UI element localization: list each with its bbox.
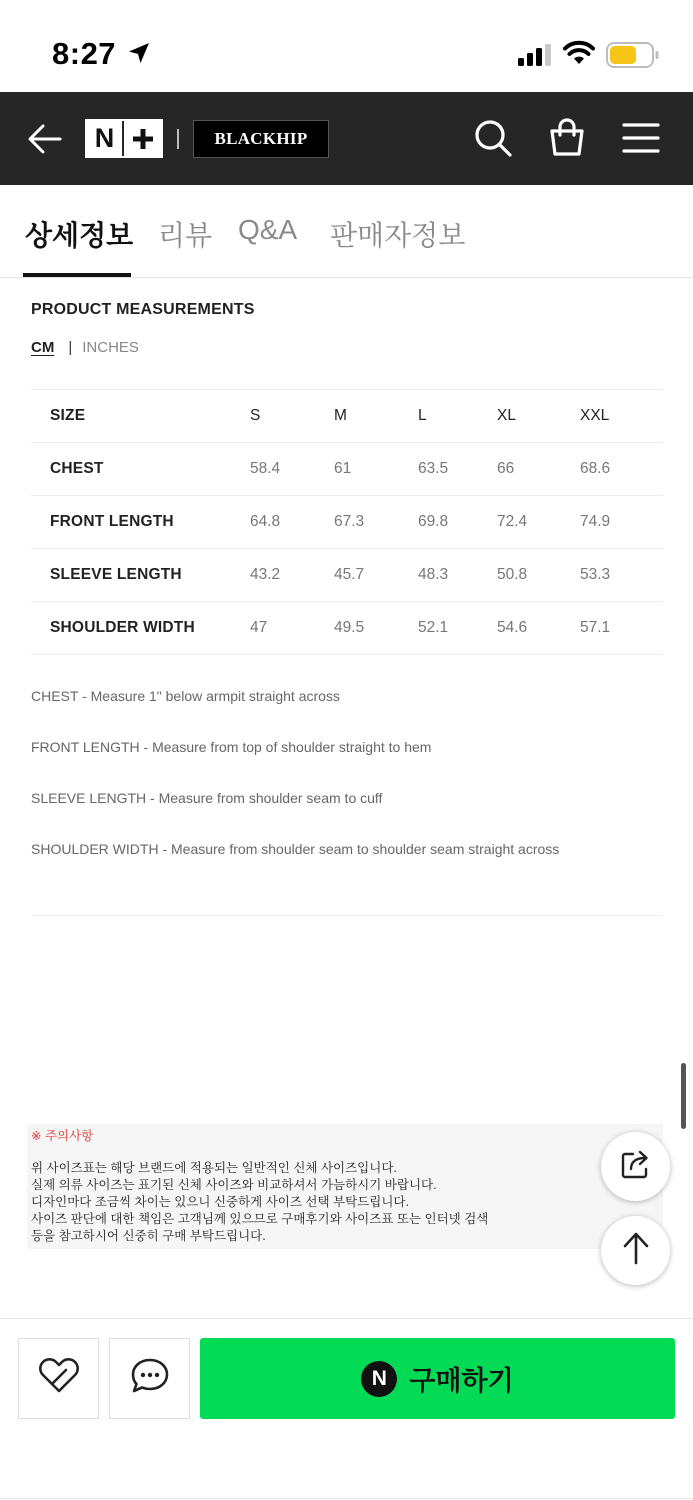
table-row [31,496,663,549]
table-header-cell: S [250,407,261,424]
table-row [31,602,663,655]
unit-separator: | [68,339,73,356]
scrollbar[interactable] [681,1063,686,1129]
share-button[interactable] [601,1132,670,1201]
table-cell: 58.4 [250,460,281,477]
table-header-cell: XL [497,407,516,424]
caution-line: 디자인마다 조금씩 차이는 있으니 신중하게 사이즈 선택 부탁드립니다. [31,1195,409,1209]
section-divider [31,915,663,916]
scroll-to-top-button[interactable] [601,1216,670,1285]
bottom-action-bar [0,1318,693,1500]
measurement-note: SHOULDER WIDTH - Measure from shoulder seam to shoulder seam straight across [31,841,560,857]
table-cell: 72.4 [497,513,528,530]
back-arrow-icon[interactable] [26,120,64,158]
table-cell: 69.8 [418,513,449,530]
measurement-note: FRONT LENGTH - Measure from top of shoulder straight to hem [31,739,432,755]
tab-details[interactable]: 상세정보 [25,220,134,251]
like-button[interactable] [18,1338,99,1419]
table-cell: 53.3 [580,566,611,583]
table-cell: 49.5 [334,619,365,636]
row-label: SHOULDER WIDTH [50,619,195,636]
table-cell: 68.6 [580,460,611,477]
table-header-row [31,390,663,443]
measurements-title: PRODUCT MEASUREMENTS [31,301,255,318]
detail-tabs [0,185,693,278]
table-row [31,443,663,496]
row-label: SLEEVE LENGTH [50,566,182,583]
caution-line: 위 사이즈표는 해당 브랜드에 적용되는 일반적인 신체 사이즈입니다. [31,1161,397,1175]
search-icon[interactable] [473,118,513,163]
table-cell: 64.8 [250,513,281,530]
signal-icon [518,44,552,71]
brand-name-badge[interactable]: BLACKHIP [193,120,329,158]
table-cell: 57.1 [580,619,611,636]
heart-icon [37,1356,81,1401]
location-arrow-icon [127,41,151,70]
status-bar [0,0,693,92]
shopping-bag-icon[interactable] [546,116,588,163]
logo-letter: N [87,121,124,156]
wifi-icon [563,40,595,71]
active-tab-indicator [23,273,131,277]
buy-button-label: 구매하기 [409,1366,514,1396]
top-navigation-bar [0,92,693,185]
table-header-cell: XXL [580,407,610,424]
table-cell: 67.3 [334,513,365,530]
table-cell: 61 [334,460,352,477]
table-cell: 54.6 [497,619,528,636]
table-cell: 48.3 [418,566,449,583]
table-row [31,549,663,602]
measurement-note: SLEEVE LENGTH - Measure from shoulder seam to cuff [31,790,383,806]
size-chart-table [31,389,663,655]
battery-icon [606,42,660,73]
table-cell: 74.9 [580,513,611,530]
arrow-up-icon [621,1231,651,1270]
caution-line: 사이즈 판단에 대한 책임은 고객님께 있으므로 구매후기와 사이즈표 또는 인터넷 검색 [31,1212,489,1226]
table-cell: 52.1 [418,619,449,636]
tab-seller-info[interactable]: 판매자정보 [330,220,466,251]
table-cell: 45.7 [334,566,365,583]
caution-line: 실제 의류 사이즈는 표기된 신체 사이즈와 비교하셔서 가늠하시기 바랍니다. [31,1178,437,1192]
measurement-note: CHEST - Measure 1" below armpit straight across [31,688,340,704]
table-header-cell: L [418,407,427,424]
table-cell: 66 [497,460,515,477]
table-cell: 43.2 [250,566,281,583]
chat-button[interactable] [109,1338,190,1419]
table-cell: 50.8 [497,566,528,583]
caution-line: 등을 참고하시어 신중히 구매 부탁드립니다. [31,1229,266,1243]
caution-notice [27,1124,663,1249]
share-icon [619,1147,653,1186]
tab-reviews[interactable]: 리뷰 [158,220,213,251]
logo-divider [177,129,179,149]
chat-bubble-icon [129,1356,171,1401]
table-cell: 63.5 [418,460,449,477]
table-header-cell: SIZE [50,407,86,424]
plus-icon [124,121,161,156]
row-label: CHEST [50,460,104,477]
status-time: 8:27 [52,36,117,71]
unit-cm-toggle[interactable]: CM [31,339,55,356]
caution-title: ※ 주의사항 [31,1129,94,1143]
unit-inches-toggle[interactable]: INCHES [82,339,139,356]
store-logo[interactable] [85,119,163,158]
row-label: FRONT LENGTH [50,513,174,530]
tab-qna[interactable]: Q&A [238,214,298,245]
hamburger-menu-icon[interactable] [622,122,660,159]
caution-text [31,1160,488,1245]
table-cell: 47 [250,619,268,636]
unit-toggle [31,339,139,356]
naver-pay-badge: N [361,1361,397,1397]
table-header-cell: M [334,407,347,424]
buy-button[interactable] [200,1338,675,1419]
bottom-edge-line [0,1498,693,1499]
